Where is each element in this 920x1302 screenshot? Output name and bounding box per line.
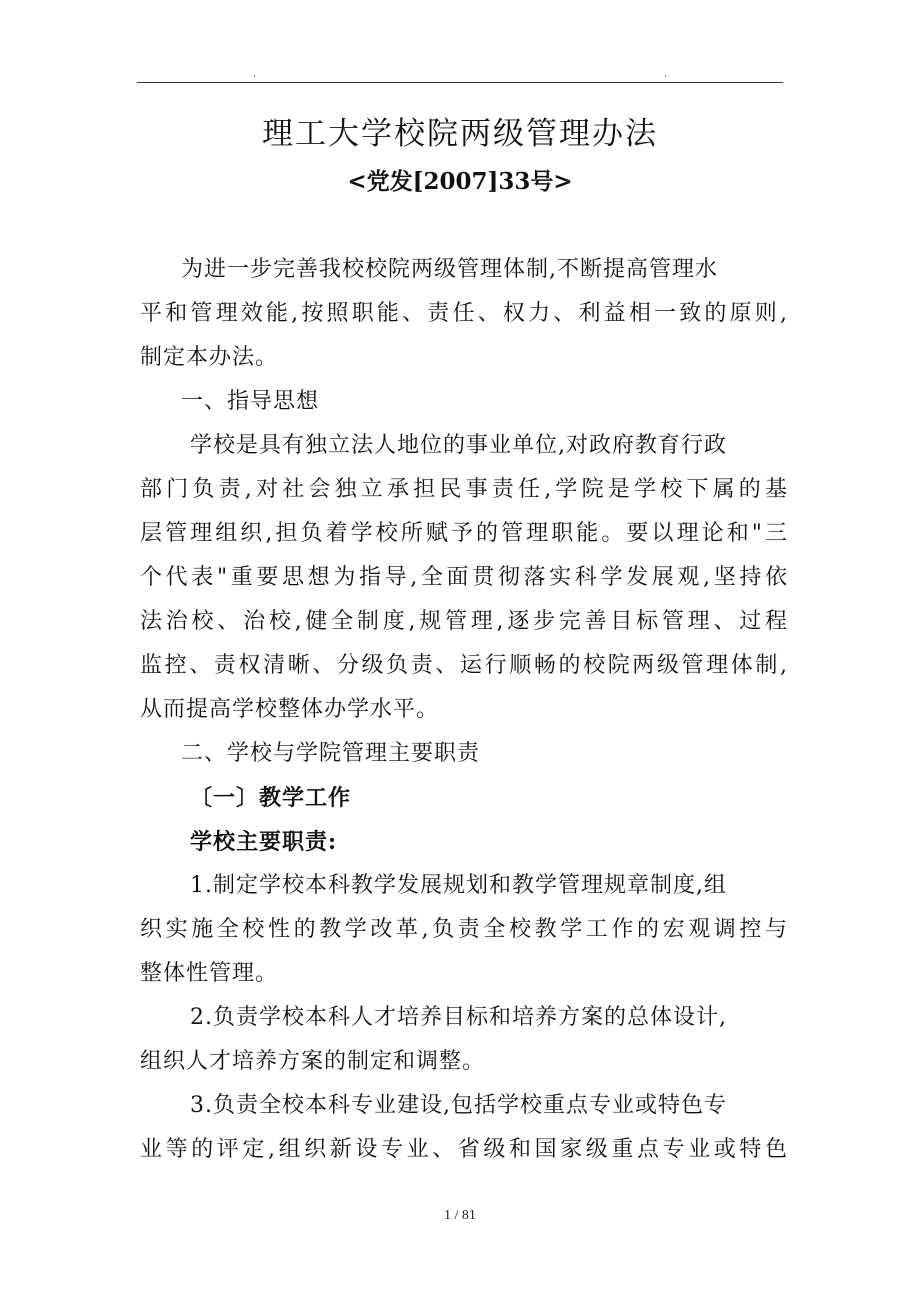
paragraph-line: 个代表"重要思想为指导,全面贯彻落实科学发展观,坚持依 bbox=[140, 565, 788, 590]
paragraph-line: 学校是具有独立法人地位的事业单位,对政府教育行政 bbox=[190, 433, 727, 458]
document-title: 理工大学校院两级管理办法 bbox=[262, 116, 658, 152]
paragraph-line: 层管理组织,担负着学校所赋予的管理职能。要以理论和"三 bbox=[140, 521, 788, 546]
paragraph-line: 监控、责权清晰、分级负责、运行顺畅的校院两级管理体制, bbox=[140, 653, 788, 678]
paragraph-line: 制定本办法。 bbox=[140, 345, 279, 370]
subsection-heading: 学校主要职责: bbox=[190, 829, 338, 855]
document-number: <党发[2007]33号> bbox=[347, 168, 573, 195]
header-rule bbox=[137, 82, 783, 83]
paragraph-line: 整体性管理。 bbox=[140, 961, 279, 986]
subsection-heading: 〔一〕教学工作 bbox=[190, 785, 352, 811]
section-heading: 二、学校与学院管理主要职责 bbox=[181, 741, 481, 766]
paragraph-line: 平和管理效能,按照职能、责任、权力、利益相一致的原则, bbox=[140, 301, 788, 326]
document-body bbox=[140, 248, 788, 1172]
paragraph-line: 部门负责,对社会独立承担民事责任,学院是学校下属的基 bbox=[140, 477, 788, 502]
paragraph-line: 组织人才培养方案的制定和调整。 bbox=[140, 1049, 486, 1074]
paragraph-line: 1.制定学校本科教学发展规划和教学管理规章制度,组 bbox=[190, 873, 727, 898]
paragraph-line: 3.负责全校本科专业建设,包括学校重点专业或特色专 bbox=[190, 1093, 727, 1118]
section-heading: 一、指导思想 bbox=[181, 389, 320, 414]
paragraph-line: 从而提高学校整体办学水平。 bbox=[140, 697, 440, 722]
header-left-mark: . bbox=[253, 69, 257, 80]
paragraph-line: 为进一步完善我校校院两级管理体制,不断提高管理水 bbox=[181, 257, 718, 282]
paragraph-line: 2.负责学校本科人才培养目标和培养方案的总体设计, bbox=[190, 1005, 727, 1030]
paragraph-line: 法治校、治校,健全制度,规管理,逐步完善目标管理、过程 bbox=[140, 609, 788, 634]
paragraph-line: 织实施全校性的教学改革,负责全校教学工作的宏观调控与 bbox=[140, 917, 788, 942]
header-right-mark: . bbox=[664, 69, 668, 80]
page-number: 1 / 81 bbox=[444, 1208, 476, 1223]
paragraph-line: 业等的评定,组织新设专业、省级和国家级重点专业或特色 bbox=[140, 1137, 788, 1162]
